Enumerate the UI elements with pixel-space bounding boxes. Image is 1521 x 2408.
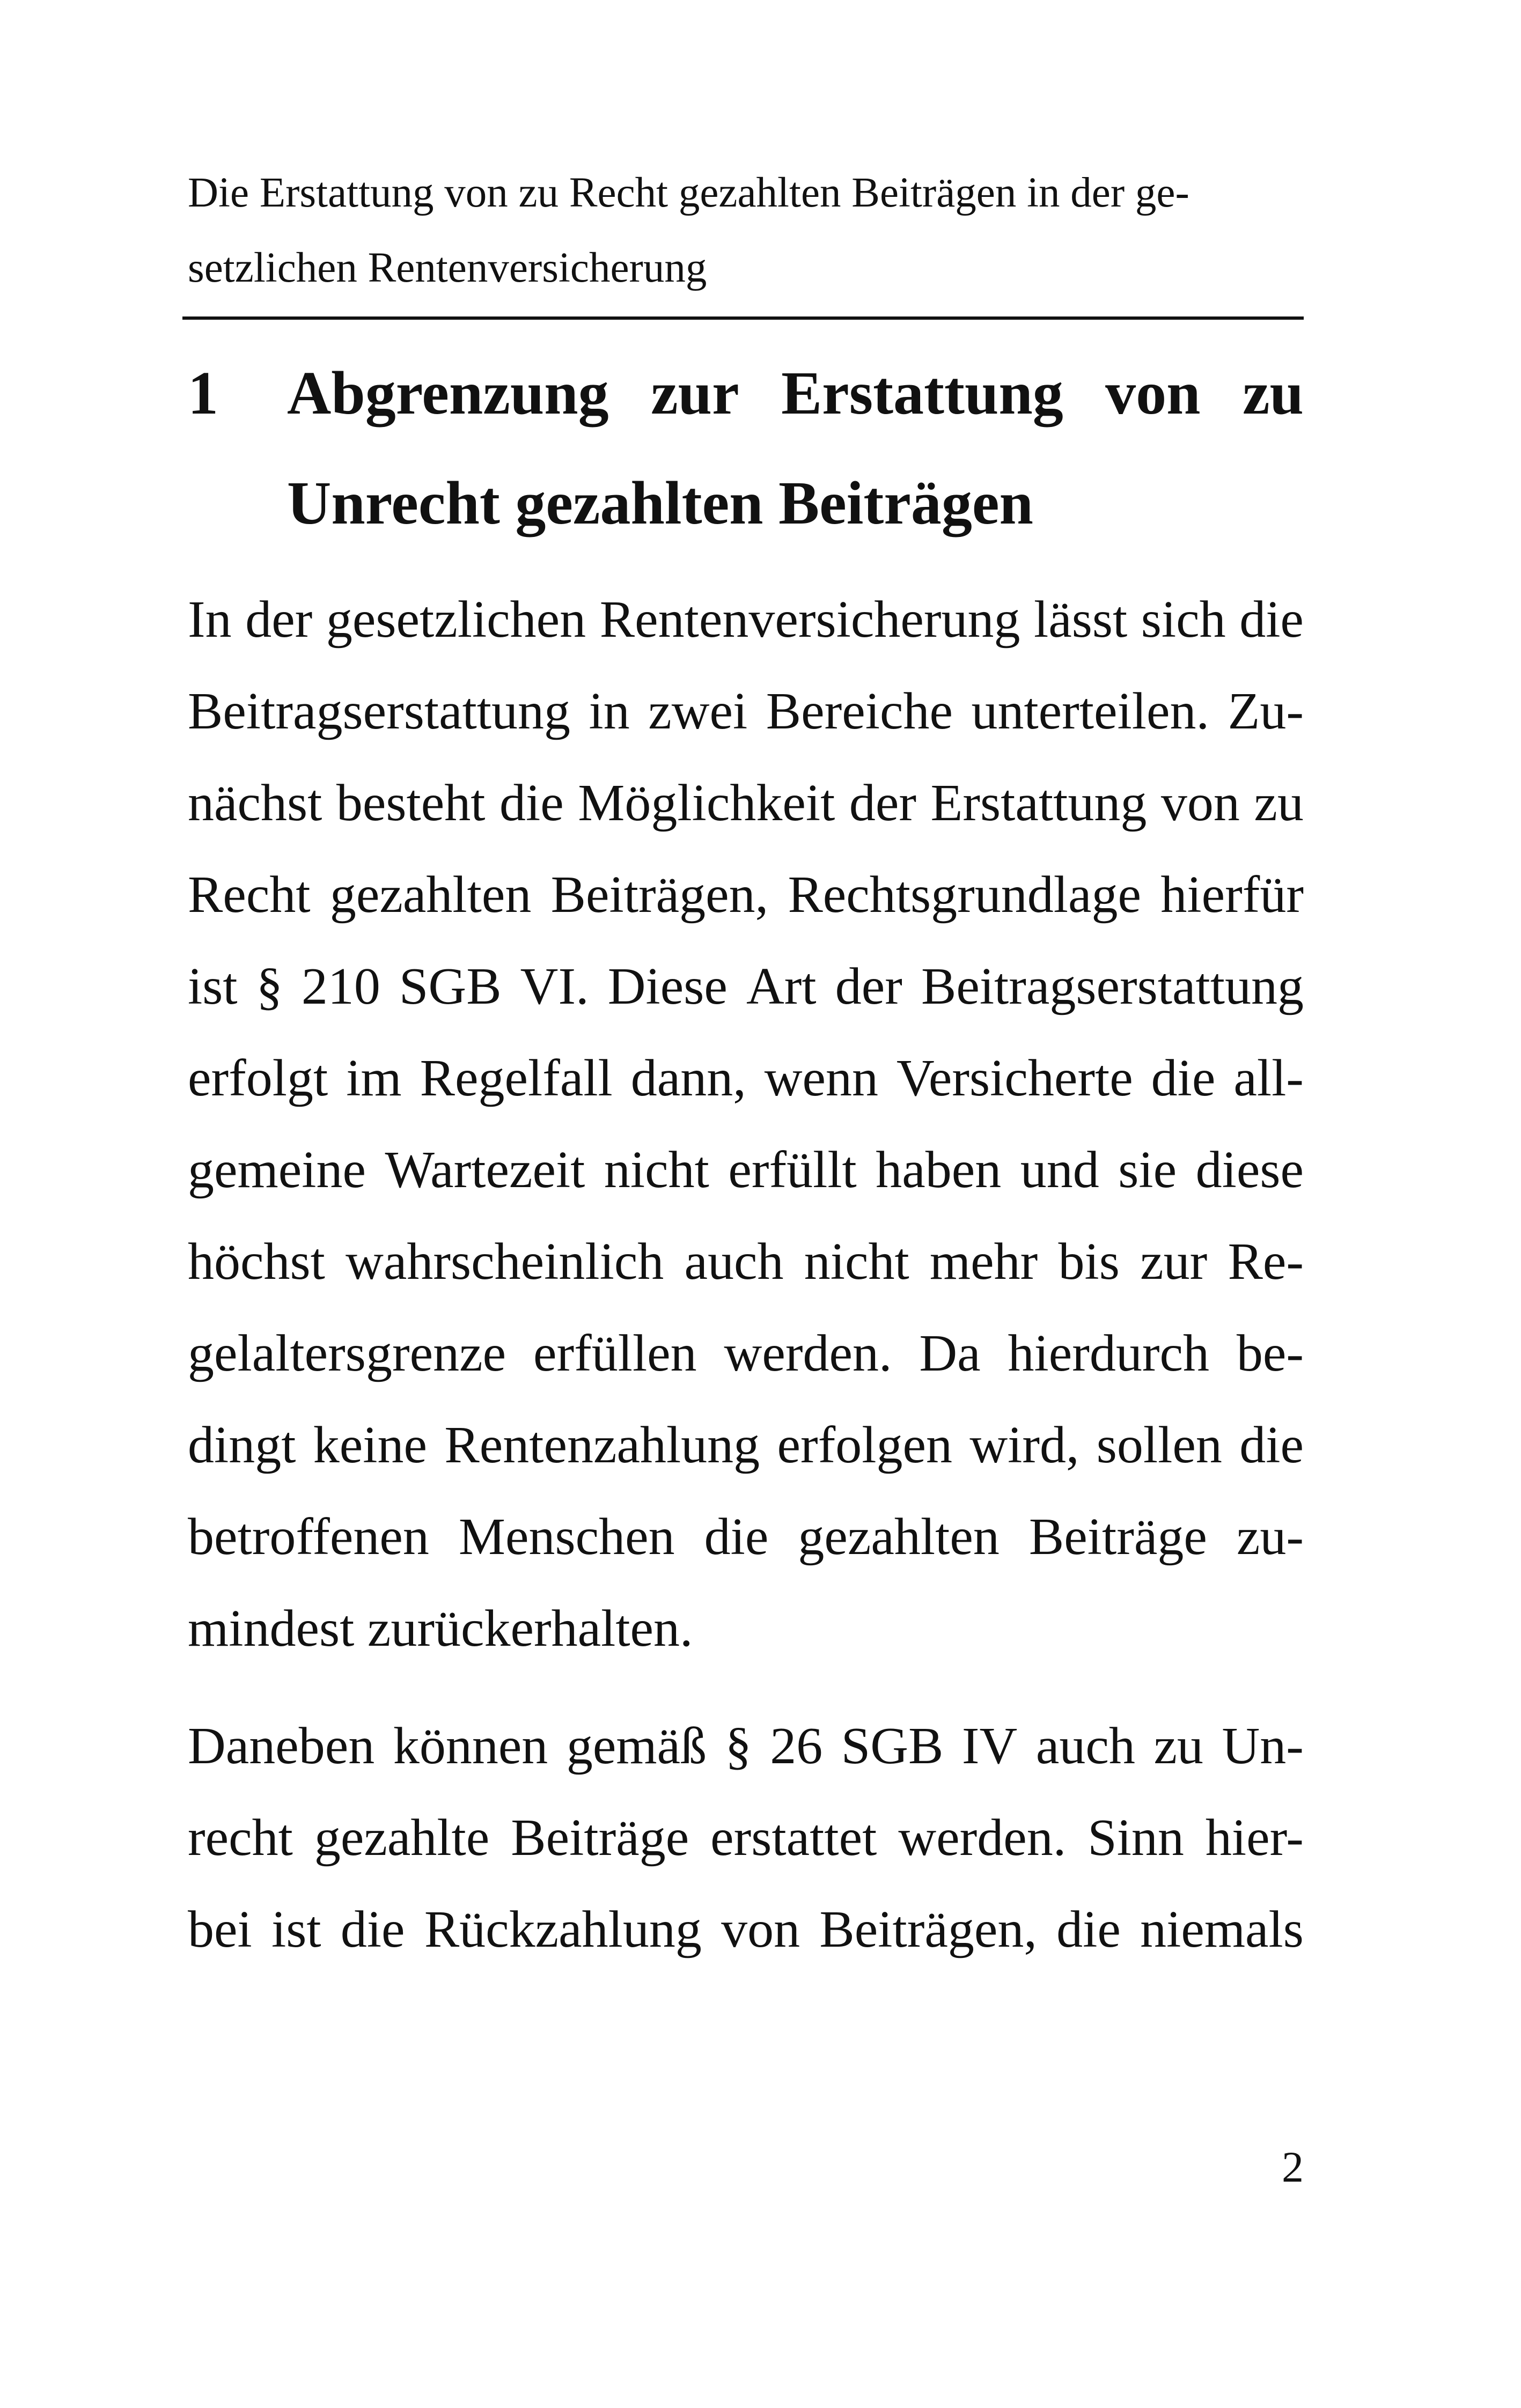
- word: der: [835, 958, 902, 1015]
- word: ist: [271, 1901, 321, 1958]
- word: gezahlte: [314, 1809, 490, 1867]
- chapter-title-word: von: [1105, 359, 1201, 427]
- word: nicht: [804, 1233, 909, 1291]
- word: Erstattung: [930, 774, 1147, 832]
- text-line: [188, 1216, 1304, 1308]
- text-line: [188, 1700, 1304, 1792]
- word: diese: [1195, 1141, 1304, 1199]
- word: IV: [961, 1717, 1018, 1775]
- text-line: [188, 1792, 1304, 1884]
- word: die: [499, 774, 564, 832]
- word: Sinn: [1088, 1809, 1184, 1867]
- word: besteht: [336, 774, 486, 832]
- word: Rückzahlung: [424, 1901, 702, 1958]
- word: werden.: [724, 1324, 892, 1382]
- word: Zu-: [1228, 682, 1304, 740]
- word: unterteilen.: [971, 682, 1209, 740]
- word: in: [589, 682, 630, 740]
- word: hier-: [1205, 1809, 1304, 1867]
- word: Versicherte: [896, 1049, 1133, 1107]
- word: bis: [1058, 1233, 1120, 1291]
- text-line: [188, 849, 1304, 941]
- word: Bereiche: [766, 682, 953, 740]
- text-line: [188, 941, 1304, 1033]
- word: werden.: [898, 1809, 1067, 1867]
- word: mehr: [929, 1233, 1038, 1291]
- word: gezahlten: [329, 866, 532, 924]
- word: nicht: [604, 1141, 709, 1199]
- word: be-: [1236, 1324, 1304, 1382]
- text-line: [188, 574, 1304, 666]
- word: die: [1151, 1049, 1216, 1107]
- word: auch: [684, 1233, 784, 1291]
- word: erfolgen: [777, 1416, 952, 1474]
- chapter-title-word: zur: [651, 359, 739, 427]
- word: keine: [313, 1416, 428, 1474]
- text-line: [188, 757, 1304, 849]
- word: erfüllt: [728, 1141, 857, 1199]
- word: betroffenen: [188, 1508, 429, 1566]
- word: zu: [1254, 774, 1304, 832]
- word: Beiträgen,: [550, 866, 769, 924]
- word: die: [340, 1901, 405, 1958]
- word: auch: [1035, 1717, 1135, 1775]
- word: können: [393, 1717, 548, 1775]
- word: von: [1160, 774, 1240, 832]
- word: niemals: [1140, 1901, 1304, 1958]
- word: der: [245, 591, 313, 649]
- word: Rentenversicherung: [599, 591, 1020, 649]
- word: all-: [1233, 1049, 1304, 1107]
- word: zu-: [1236, 1508, 1304, 1566]
- word: im: [346, 1049, 402, 1107]
- running-header: [188, 156, 1304, 306]
- word: 26: [770, 1717, 823, 1775]
- word: wenn: [764, 1049, 878, 1107]
- word: §: [725, 1717, 752, 1775]
- word: nächst: [188, 774, 322, 832]
- word: mindest: [188, 1600, 355, 1658]
- word: Beitragserstattung: [188, 682, 571, 740]
- running-header-line: setzlichen Rentenversicherung: [188, 245, 707, 291]
- chapter-title-word: Erstattung: [781, 359, 1063, 427]
- word: haben: [876, 1141, 1002, 1199]
- word: §: [256, 958, 283, 1015]
- word: zu: [1153, 1717, 1203, 1775]
- chapter-title-word: Abgrenzung: [287, 359, 609, 427]
- body-paragraph: [188, 1700, 1304, 1976]
- word: Diese: [607, 958, 728, 1015]
- word: Beiträgen,: [819, 1901, 1037, 1958]
- word: zurückerhalten.: [367, 1600, 693, 1658]
- word: SGB: [841, 1717, 944, 1775]
- word: sollen: [1096, 1416, 1222, 1474]
- body-paragraph: [188, 574, 1304, 1675]
- word: ist: [188, 958, 238, 1015]
- chapter-title-line: Unrecht gezahlten Beiträgen: [287, 469, 1033, 537]
- chapter-title: [287, 338, 1304, 558]
- word: zwei: [648, 682, 748, 740]
- word: wahrscheinlich: [346, 1233, 664, 1291]
- word: gesetzlichen: [326, 591, 586, 649]
- running-header-line: Die Erstattung von zu Recht gezahlten Beiträgen in der ge-: [188, 170, 1189, 216]
- word: höchst: [188, 1233, 325, 1291]
- word: Möglichkeit: [578, 774, 835, 832]
- word: zur: [1140, 1233, 1208, 1291]
- word: sie: [1118, 1141, 1177, 1199]
- word: die: [1239, 591, 1304, 649]
- word: die: [704, 1508, 769, 1566]
- word: Wartezeit: [385, 1141, 585, 1199]
- word: sich: [1141, 591, 1226, 649]
- chapter-title-word: zu: [1242, 359, 1304, 427]
- word: Rechtsgrundlage: [788, 866, 1142, 924]
- text-line: [188, 666, 1304, 757]
- word: Recht: [188, 866, 311, 924]
- text-line: [188, 1124, 1304, 1216]
- word: dingt: [188, 1416, 296, 1474]
- word: hierfür: [1160, 866, 1304, 924]
- word: wird,: [969, 1416, 1079, 1474]
- header-divider: [182, 316, 1304, 320]
- word: erfüllen: [533, 1324, 697, 1382]
- word: Re-: [1228, 1233, 1304, 1291]
- word: von: [721, 1901, 800, 1958]
- word: gemeine: [188, 1141, 366, 1199]
- word: lässt: [1034, 591, 1128, 649]
- word: die: [1239, 1416, 1304, 1474]
- chapter-title-line: [287, 338, 1304, 448]
- word: In: [188, 591, 232, 649]
- page-number: 2: [1282, 2142, 1304, 2191]
- word: die: [1056, 1901, 1121, 1958]
- text-line: [188, 1400, 1304, 1491]
- word: gelaltersgrenze: [188, 1324, 506, 1382]
- word: Rentenzahlung: [444, 1416, 760, 1474]
- word: VI.: [520, 958, 589, 1015]
- word: hierdurch: [1008, 1324, 1209, 1382]
- text-line: [188, 1308, 1304, 1400]
- text-line: [188, 1583, 1304, 1675]
- word: gezahlten: [798, 1508, 1000, 1566]
- word: erstattet: [710, 1809, 877, 1867]
- word: gemäß: [566, 1717, 707, 1775]
- word: Beiträge: [511, 1809, 689, 1867]
- word: Beiträge: [1028, 1508, 1207, 1566]
- word: Regelfall: [420, 1049, 613, 1107]
- text-line: [188, 1884, 1304, 1976]
- word: erfolgt: [188, 1049, 328, 1107]
- word: und: [1020, 1141, 1099, 1199]
- word: Beitragserstattung: [921, 958, 1304, 1015]
- word: der: [849, 774, 916, 832]
- word: 210: [301, 958, 380, 1015]
- text-line: [188, 1033, 1304, 1124]
- word: Un-: [1222, 1717, 1304, 1775]
- word: Menschen: [458, 1508, 675, 1566]
- word: dann,: [630, 1049, 746, 1107]
- word: recht: [188, 1809, 293, 1867]
- word: SGB: [399, 958, 502, 1015]
- word: Daneben: [188, 1717, 375, 1775]
- text-line: [188, 1491, 1304, 1583]
- word: Art: [746, 958, 817, 1015]
- word: Da: [919, 1324, 981, 1382]
- chapter-number: 1: [188, 359, 218, 427]
- word: bei: [188, 1901, 252, 1958]
